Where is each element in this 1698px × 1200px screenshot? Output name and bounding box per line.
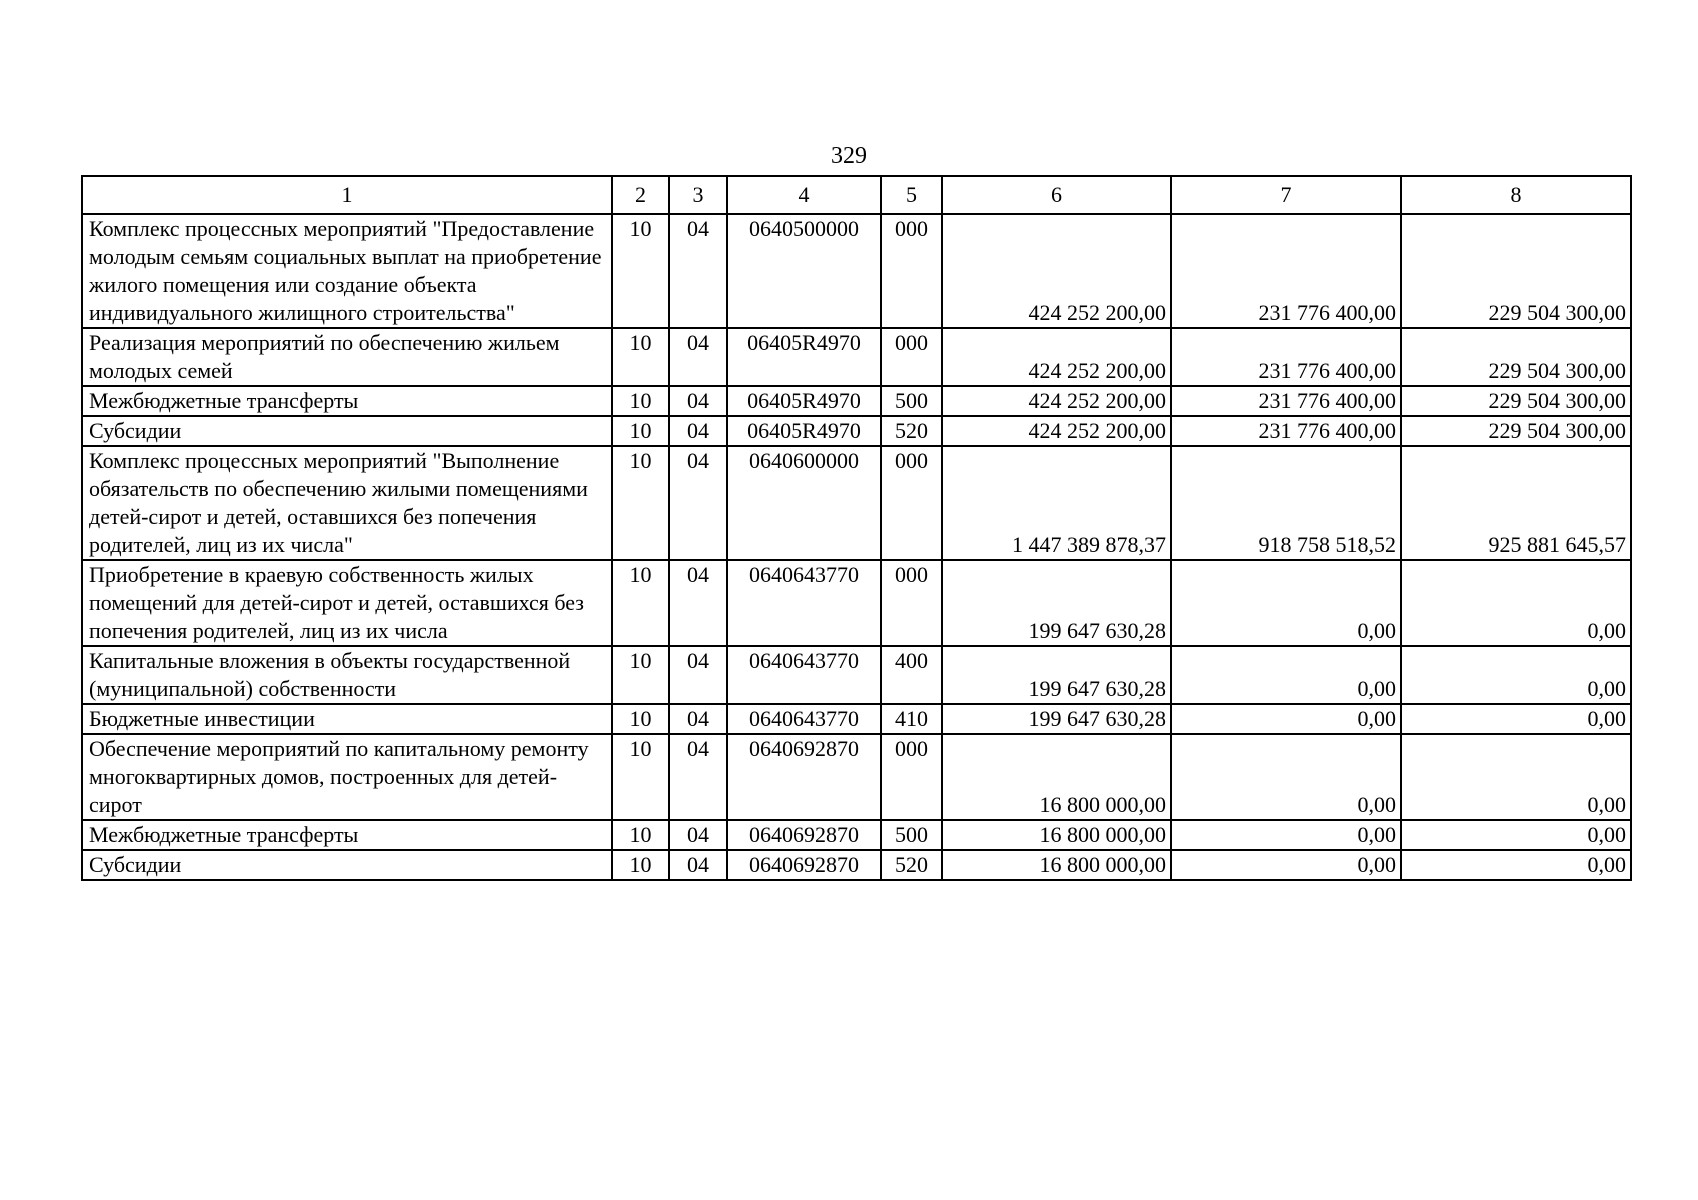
row-name: Комплекс процессных мероприятий "Предоставление молодым семьям социальных выплат на приобретение жилого помещения или создание объекта индивидуального жилищного строительства" [82, 214, 612, 328]
amount-col-7: 231 776 400,00 [1171, 386, 1401, 416]
target-article-code: 0640692870 [727, 820, 881, 850]
table-row [82, 214, 1631, 328]
amount-col-8: 0,00 [1401, 560, 1631, 646]
target-article-code: 0640643770 [727, 560, 881, 646]
amount-col-8: 229 504 300,00 [1401, 416, 1631, 446]
amount-col-7: 0,00 [1171, 560, 1401, 646]
expense-type-code: 500 [881, 386, 942, 416]
expense-type-code: 520 [881, 850, 942, 880]
table-row [82, 734, 1631, 820]
table-row [82, 820, 1631, 850]
row-name: Приобретение в краевую собственность жилых помещений для детей-сирот и детей, оставшихся без попечения родителей, лиц из их числа [82, 560, 612, 646]
column-header: 7 [1171, 176, 1401, 214]
column-header: 8 [1401, 176, 1631, 214]
expense-type-code: 410 [881, 704, 942, 734]
section-code: 10 [612, 820, 669, 850]
amount-col-7: 0,00 [1171, 850, 1401, 880]
subsection-code: 04 [669, 820, 727, 850]
subsection-code: 04 [669, 704, 727, 734]
table-row [82, 850, 1631, 880]
target-article-code: 06405R4970 [727, 386, 881, 416]
subsection-code: 04 [669, 416, 727, 446]
target-article-code: 0640643770 [727, 704, 881, 734]
expense-type-code: 000 [881, 734, 942, 820]
expense-type-code: 500 [881, 820, 942, 850]
section-code: 10 [612, 646, 669, 704]
section-code: 10 [612, 704, 669, 734]
column-header: 5 [881, 176, 942, 214]
column-header: 6 [942, 176, 1171, 214]
section-code: 10 [612, 850, 669, 880]
amount-col-8: 0,00 [1401, 646, 1631, 704]
table-row [82, 416, 1631, 446]
column-header: 1 [82, 176, 612, 214]
row-name: Межбюджетные трансферты [82, 820, 612, 850]
target-article-code: 0640500000 [727, 214, 881, 328]
table-row [82, 446, 1631, 560]
row-name: Капитальные вложения в объекты государственной (муниципальной) собственности [82, 646, 612, 704]
amount-col-8: 0,00 [1401, 850, 1631, 880]
amount-col-7: 0,00 [1171, 820, 1401, 850]
amount-col-6: 424 252 200,00 [942, 416, 1171, 446]
amount-col-8: 229 504 300,00 [1401, 386, 1631, 416]
amount-col-6: 424 252 200,00 [942, 386, 1171, 416]
section-code: 10 [612, 446, 669, 560]
amount-col-6: 1 447 389 878,37 [942, 446, 1171, 560]
section-code: 10 [612, 416, 669, 446]
row-name: Субсидии [82, 416, 612, 446]
amount-col-8: 925 881 645,57 [1401, 446, 1631, 560]
expense-type-code: 000 [881, 560, 942, 646]
section-code: 10 [612, 328, 669, 386]
amount-col-8: 0,00 [1401, 820, 1631, 850]
expense-type-code: 400 [881, 646, 942, 704]
row-name: Реализация мероприятий по обеспечению жильем молодых семей [82, 328, 612, 386]
amount-col-6: 16 800 000,00 [942, 734, 1171, 820]
amount-col-7: 231 776 400,00 [1171, 214, 1401, 328]
table-row [82, 646, 1631, 704]
target-article-code: 0640600000 [727, 446, 881, 560]
subsection-code: 04 [669, 446, 727, 560]
section-code: 10 [612, 560, 669, 646]
subsection-code: 04 [669, 214, 727, 328]
amount-col-6: 199 647 630,28 [942, 560, 1171, 646]
amount-col-7: 918 758 518,52 [1171, 446, 1401, 560]
target-article-code: 0640643770 [727, 646, 881, 704]
subsection-code: 04 [669, 734, 727, 820]
amount-col-7: 231 776 400,00 [1171, 416, 1401, 446]
amount-col-7: 0,00 [1171, 646, 1401, 704]
row-name: Комплекс процессных мероприятий "Выполнение обязательств по обеспечению жилыми помещениями детей-сирот и детей, оставшихся без попечения родителей, лиц из их числа" [82, 446, 612, 560]
subsection-code: 04 [669, 328, 727, 386]
amount-col-6: 424 252 200,00 [942, 328, 1171, 386]
expense-type-code: 520 [881, 416, 942, 446]
subsection-code: 04 [669, 386, 727, 416]
budget-table [81, 175, 1632, 881]
amount-col-7: 0,00 [1171, 734, 1401, 820]
amount-col-6: 199 647 630,28 [942, 704, 1171, 734]
column-header: 3 [669, 176, 727, 214]
row-name: Бюджетные инвестиции [82, 704, 612, 734]
target-article-code: 0640692870 [727, 850, 881, 880]
table-row [82, 560, 1631, 646]
amount-col-6: 199 647 630,28 [942, 646, 1171, 704]
page-number: 329 [831, 143, 867, 169]
target-article-code: 06405R4970 [727, 328, 881, 386]
section-code: 10 [612, 734, 669, 820]
subsection-code: 04 [669, 646, 727, 704]
expense-type-code: 000 [881, 328, 942, 386]
amount-col-6: 16 800 000,00 [942, 820, 1171, 850]
amount-col-7: 0,00 [1171, 704, 1401, 734]
table-row [82, 704, 1631, 734]
expense-type-code: 000 [881, 214, 942, 328]
target-article-code: 0640692870 [727, 734, 881, 820]
amount-col-6: 16 800 000,00 [942, 850, 1171, 880]
section-code: 10 [612, 214, 669, 328]
table-row [82, 328, 1631, 386]
column-header: 2 [612, 176, 669, 214]
column-header: 4 [727, 176, 881, 214]
subsection-code: 04 [669, 560, 727, 646]
table-row [82, 386, 1631, 416]
expense-type-code: 000 [881, 446, 942, 560]
amount-col-8: 0,00 [1401, 734, 1631, 820]
amount-col-8: 229 504 300,00 [1401, 328, 1631, 386]
amount-col-8: 0,00 [1401, 704, 1631, 734]
table-header-row [82, 176, 1631, 214]
row-name: Субсидии [82, 850, 612, 880]
row-name: Обеспечение мероприятий по капитальному ремонту многоквартирных домов, построенных для детей-сирот [82, 734, 612, 820]
amount-col-7: 231 776 400,00 [1171, 328, 1401, 386]
row-name: Межбюджетные трансферты [82, 386, 612, 416]
subsection-code: 04 [669, 850, 727, 880]
target-article-code: 06405R4970 [727, 416, 881, 446]
amount-col-6: 424 252 200,00 [942, 214, 1171, 328]
section-code: 10 [612, 386, 669, 416]
amount-col-8: 229 504 300,00 [1401, 214, 1631, 328]
